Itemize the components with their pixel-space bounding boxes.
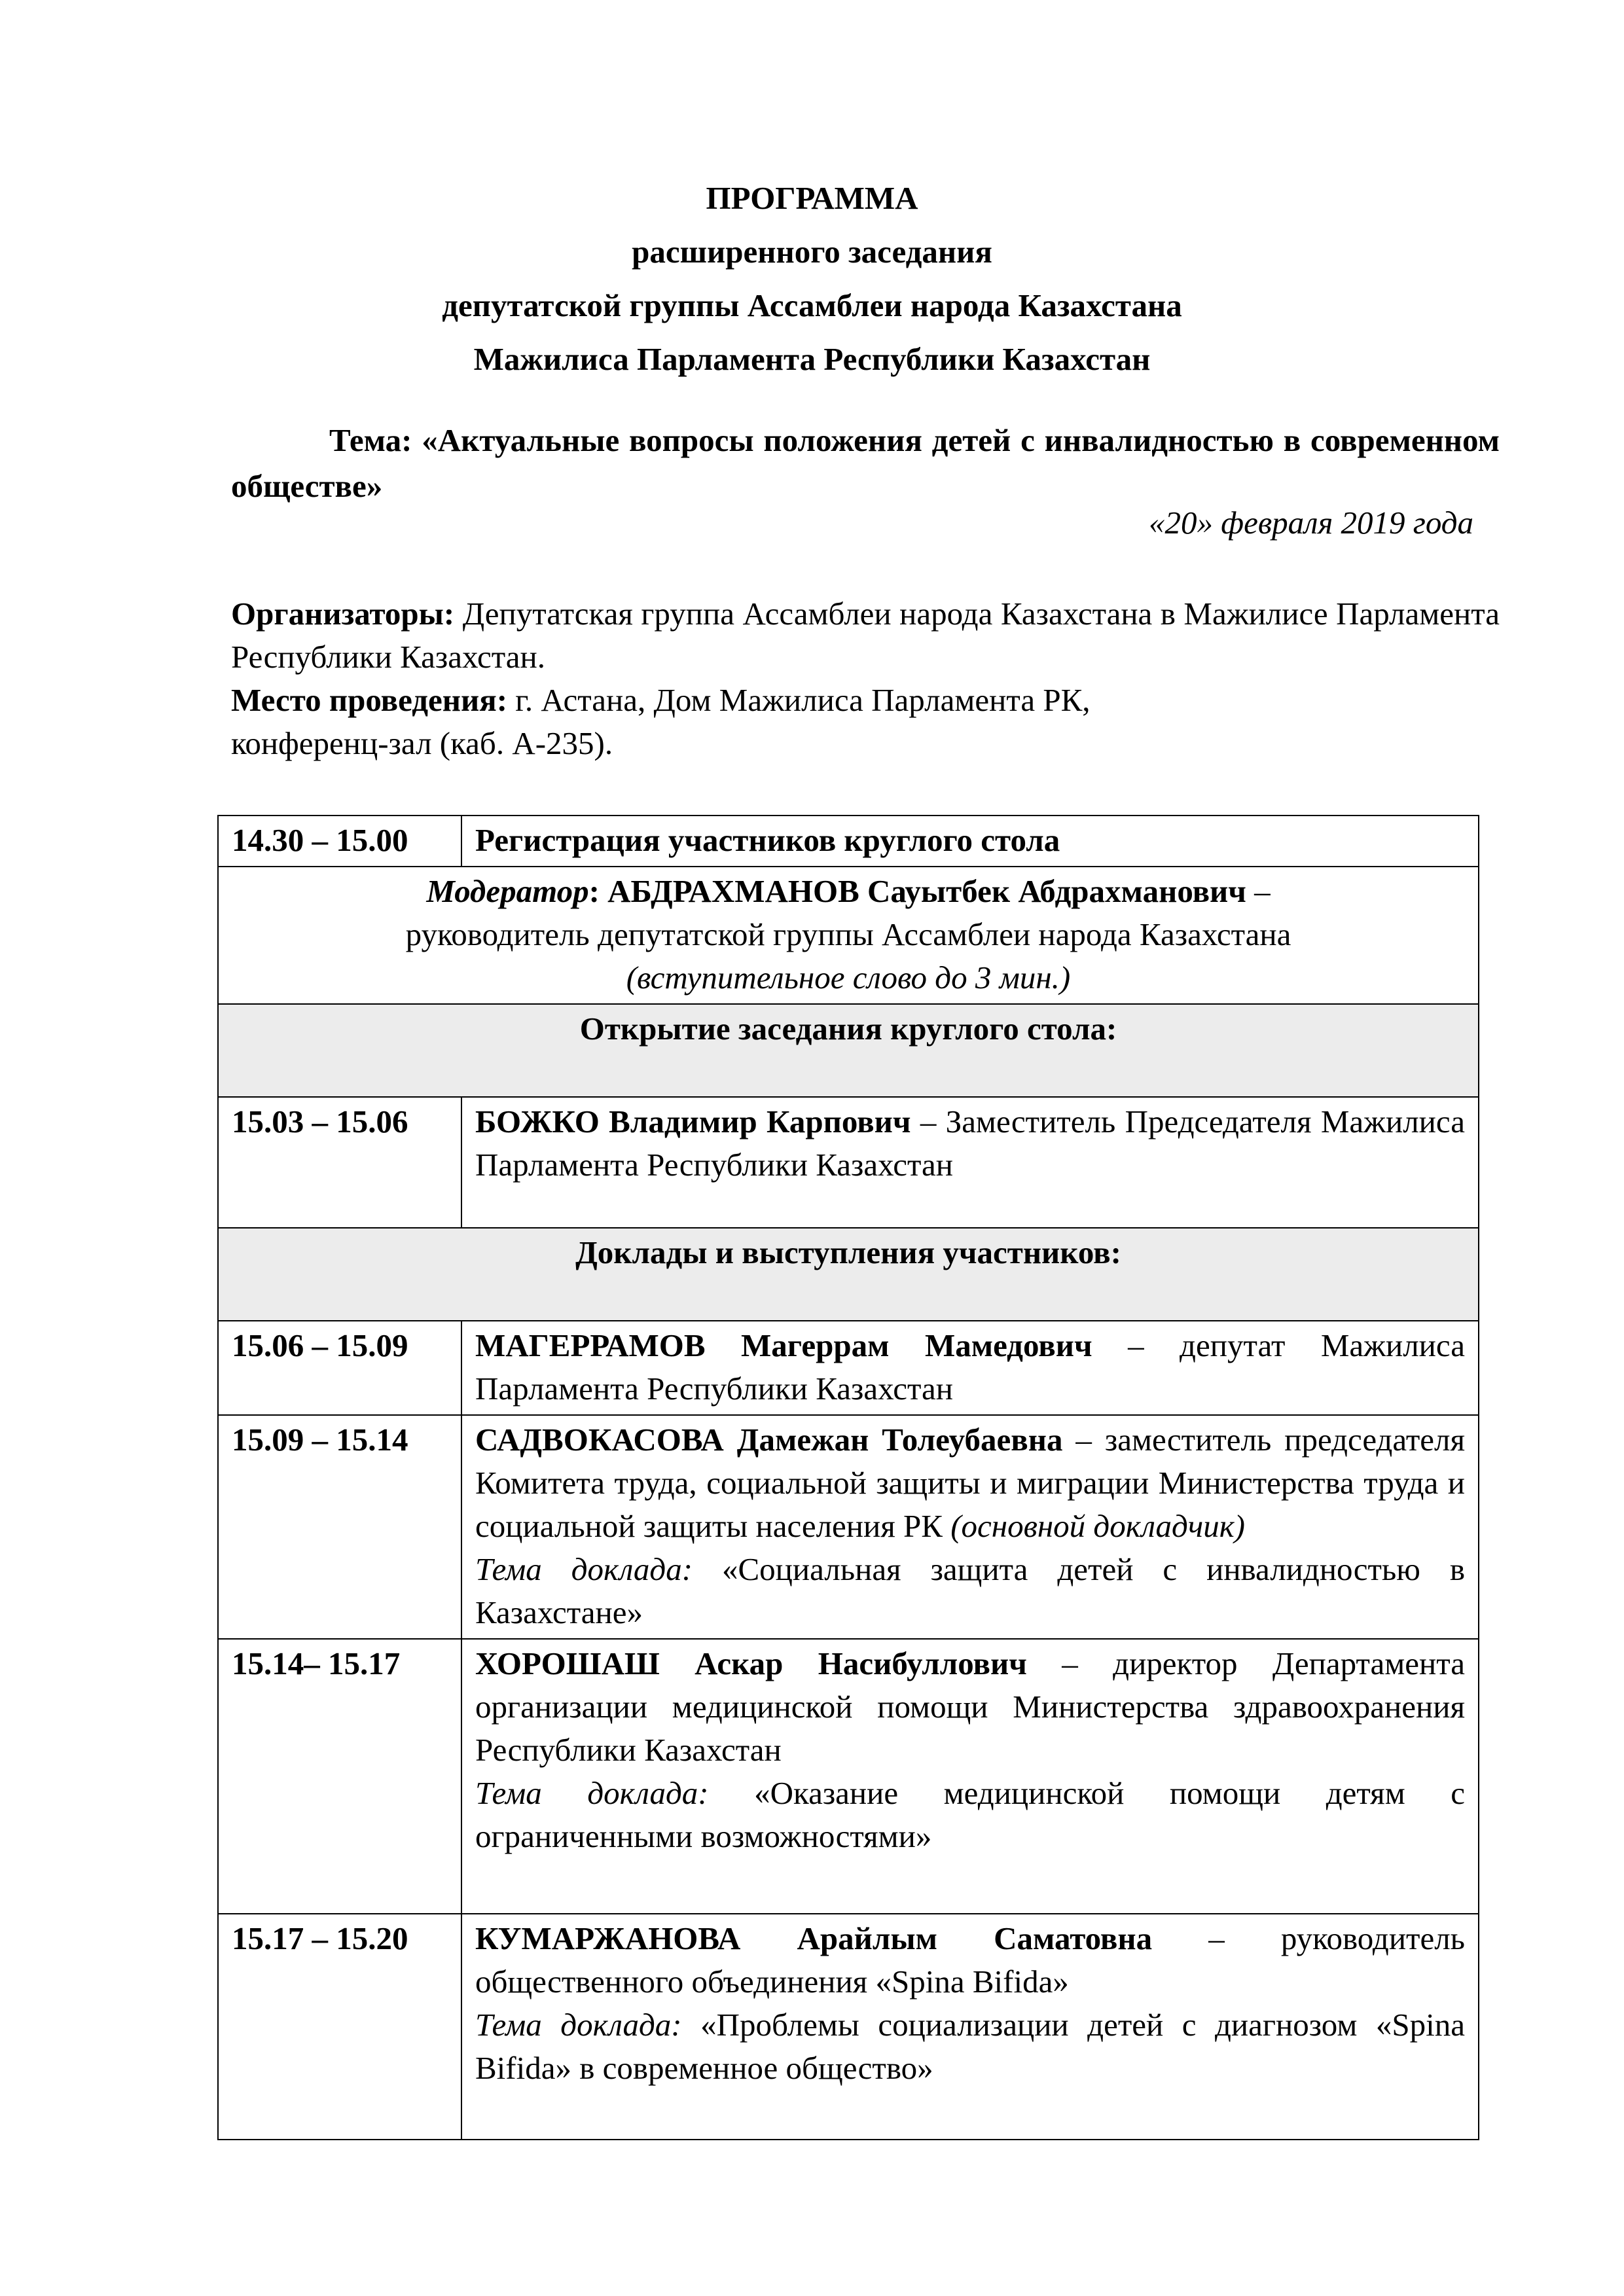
organizers-paragraph <box>231 592 1500 679</box>
report-topic-label: Тема доклада: <box>475 2007 682 2043</box>
table-row <box>218 1228 1479 1321</box>
moderator-colon: : <box>588 873 608 909</box>
section-reports: Доклады и выступления участников: <box>218 1228 1479 1321</box>
program-table <box>217 815 1479 2140</box>
table-row <box>218 1415 1479 1639</box>
venue-line2: конференц-зал (каб. А-235). <box>231 725 613 761</box>
venue-line1: г. Астана, Дом Мажилиса Парламента РК, <box>507 682 1091 718</box>
report-topic: «Проблемы социализации детей с диагнозом «Spina Bifida» в современное общество» <box>475 2007 1465 2086</box>
meeting-topic: Тема: «Актуальные вопросы положения детей с инвалидностью в современном обществе» <box>231 422 1500 504</box>
table-row <box>218 816 1479 867</box>
speaker-role: – заместитель председателя Комитета труда, социальной защиты и миграции Министерства труда и социальной защиты населения РК <box>475 1422 1465 1544</box>
speaker-name: ХОРОШАШ Аскар Насибуллович <box>475 1645 1027 1681</box>
header-group: депутатской группы Ассамблеи народа Казахстана <box>442 287 1182 323</box>
venue-paragraph <box>231 679 1500 765</box>
speaker-role: – Заместитель Председателя Мажилиса Парламента Республики Казахстан <box>475 1103 1465 1183</box>
row-time: 14.30 – 15.00 <box>218 816 461 867</box>
speaker-name: КУМАРЖАНОВА Арайлым Саматовна <box>475 1920 1153 1956</box>
moderator-cell <box>218 867 1479 1004</box>
moderator-role: руководитель депутатской группы Ассамблеи народа Казахстана <box>405 916 1291 952</box>
report-topic-label: Тема доклада: <box>475 1775 709 1811</box>
row-time: 15.06 – 15.09 <box>218 1321 461 1415</box>
row-time: 15.03 – 15.06 <box>218 1097 461 1228</box>
header-subtitle: расширенного заседания <box>632 234 992 270</box>
registration-text: Регистрация участников круглого стола <box>461 816 1479 867</box>
speaker-cell <box>461 1415 1479 1639</box>
report-topic: «Социальная защита детей с инвалидностью в Казахстане» <box>475 1551 1465 1630</box>
report-topic: «Оказание медицинской помощи детям с ограниченными возможностями» <box>475 1775 1465 1854</box>
row-time: 15.14– 15.17 <box>218 1639 461 1914</box>
speaker-cell <box>461 1321 1479 1415</box>
organizers-text: Депутатская группа Ассамблеи народа Казахстана в Мажилисе Парламента Республики Казахстан. <box>231 596 1500 675</box>
speaker-role-note: (основной докладчик) <box>950 1508 1245 1544</box>
speaker-cell <box>461 1639 1479 1914</box>
moderator-dash: – <box>1246 873 1271 909</box>
speaker-cell <box>461 1914 1479 2140</box>
venue-label: Место проведения: <box>231 682 508 718</box>
moderator-name: АБДРАХМАНОВ Сауытбек Абдрахманович <box>607 873 1246 909</box>
speaker-name: БОЖКО Владимир Карпович <box>475 1103 911 1139</box>
speaker-name: САДВОКАСОВА Дамежан Толеубаевна <box>475 1422 1063 1458</box>
speaker-name: МАГЕРРАМОВ Магеррам Мамедович <box>475 1327 1092 1363</box>
table-row <box>218 1004 1479 1097</box>
moderator-label: Модератор <box>426 873 589 909</box>
meeting-date: «20» февраля 2019 года <box>1149 505 1473 541</box>
speaker-cell <box>461 1097 1479 1228</box>
header-title: ПРОГРАММА <box>706 180 918 216</box>
moderator-note: (вступительное слово до 3 мин.) <box>626 960 1071 996</box>
speaker-role: – депутат Мажилиса Парламента Республики Казахстан <box>475 1327 1466 1407</box>
section-opening: Открытие заседания круглого стола: <box>218 1004 1479 1097</box>
table-row <box>218 1097 1479 1228</box>
table-row <box>218 867 1479 1004</box>
row-time: 15.17 – 15.20 <box>218 1914 461 2140</box>
speaker-role: – директор Департамента организации медицинской помощи Министерства здравоохранения Республики Казахстан <box>475 1645 1465 1768</box>
organizers-label: Организаторы: <box>231 596 455 632</box>
speaker-role: – руководитель общественного объединения «Spina Bifida» <box>475 1920 1465 2000</box>
program-header <box>0 171 1624 386</box>
report-topic-label: Тема доклада: <box>475 1551 693 1587</box>
table-row <box>218 1639 1479 1914</box>
header-parliament: Мажилиса Парламента Республики Казахстан <box>473 341 1151 377</box>
table-row <box>218 1321 1479 1415</box>
table-row <box>218 1914 1479 2140</box>
meeting-info <box>231 592 1500 765</box>
row-time: 15.09 – 15.14 <box>218 1415 461 1639</box>
